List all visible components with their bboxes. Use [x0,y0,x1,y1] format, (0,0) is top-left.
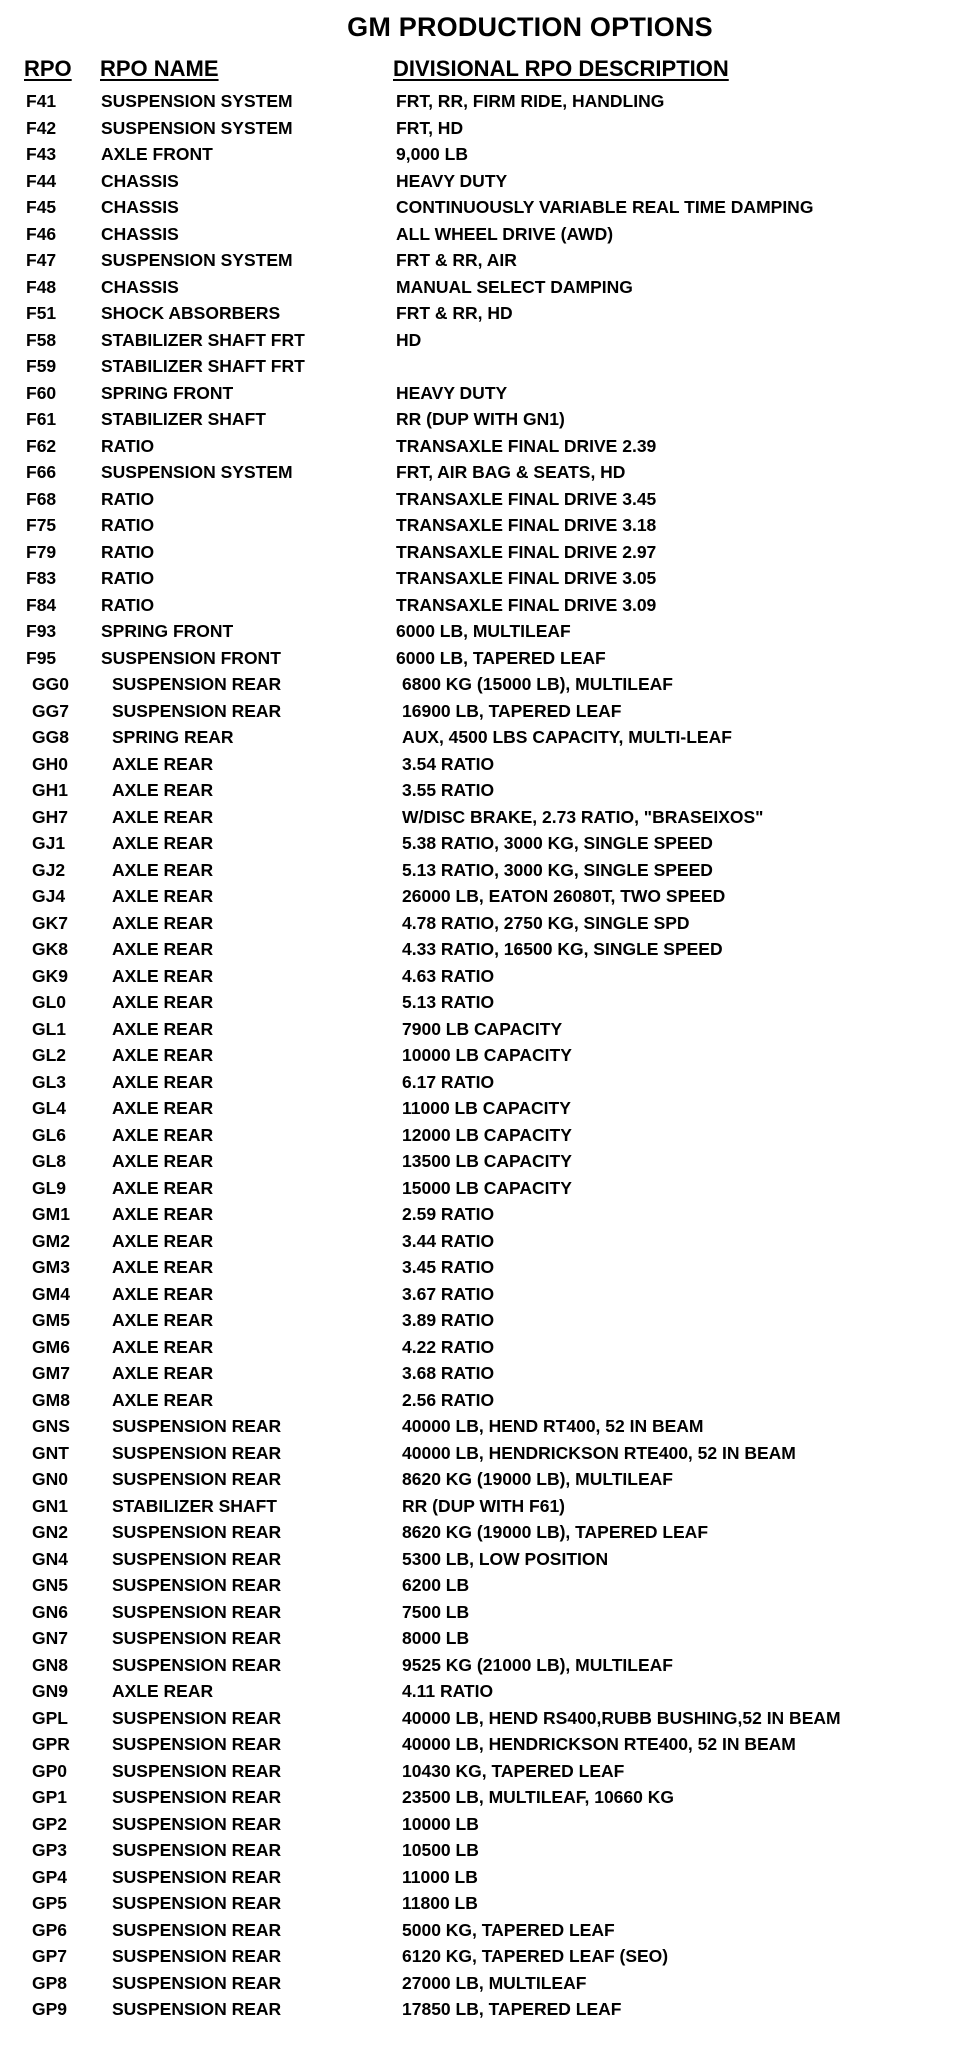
rpo-description: TRANSAXLE FINAL DRIVE 3.18 [396,515,657,535]
rpo-name: SUSPENSION REAR [112,1548,282,1569]
rpo-code: GP5 [32,1893,68,1913]
option-row [0,1678,960,1705]
rpo-name: SUSPENSION SYSTEM [101,462,293,482]
rpo-code: GK8 [32,939,68,959]
option-row [0,936,960,963]
column-header-row [0,56,960,86]
rpo-code: GNS [32,1416,70,1436]
rpo-code: GG7 [32,700,69,721]
rpo-description: TRANSAXLE FINAL DRIVE 2.97 [396,541,657,562]
rpo-name: SUSPENSION REAR [112,1893,282,1913]
rpo-description: 5300 LB, LOW POSITION [402,1548,609,1569]
rpo-code: GPR [32,1734,70,1754]
rpo-description: 7500 LB [402,1601,470,1622]
rpo-description: 6120 KG, TAPERED LEAF (SEO) [402,1946,669,1966]
option-row [0,247,960,274]
column-header-rpo-name: RPO NAME [100,56,219,81]
rpo-description: TRANSAXLE FINAL DRIVE 3.09 [396,594,657,615]
rpo-code: GJ2 [32,859,66,880]
rpo-code: GL1 [32,1018,67,1039]
option-row [0,1996,960,2023]
option-row [0,751,960,778]
rpo-code: GM4 [32,1283,70,1304]
rpo-description: 6000 LB, TAPERED LEAF [396,647,606,668]
rpo-code: GM3 [32,1257,70,1277]
rpo-code: GP2 [32,1813,68,1834]
option-row [0,459,960,486]
rpo-name: AXLE REAR [112,965,214,986]
rpo-code: GP4 [32,1866,68,1887]
rpo-code: GH0 [32,753,68,774]
rpo-description: 5.13 RATIO, 3000 KG, SINGLE SPEED [402,859,713,880]
rpo-name: CHASSIS [101,170,179,191]
rpo-code: GP0 [32,1760,68,1781]
rpo-description: 10000 LB CAPACITY [402,1045,572,1065]
rpo-code: GJ1 [32,833,66,853]
option-row [0,1943,960,1970]
rpo-code: GL6 [32,1124,67,1145]
rpo-description: 3.55 RATIO [402,780,495,800]
option-row [0,1625,960,1652]
rpo-name: SUSPENSION REAR [112,674,282,694]
rpo-name: AXLE REAR [112,1177,214,1198]
rpo-code: GH7 [32,806,68,827]
rpo-name: SUSPENSION REAR [112,1919,282,1940]
option-row [0,883,960,910]
option-row [0,1731,960,1758]
column-header-description: DIVISIONAL RPO DESCRIPTION [393,56,729,81]
option-row [0,433,960,460]
rpo-description: 8620 KG (19000 LB), TAPERED LEAF [402,1522,709,1542]
rpo-name: SUSPENSION REAR [112,1654,282,1675]
rpo-description: 5.38 RATIO, 3000 KG, SINGLE SPEED [402,833,713,853]
option-row [0,327,960,354]
rpo-description: 23500 LB, MULTILEAF, 10660 KG [402,1787,674,1807]
rpo-description: 27000 LB, MULTILEAF [402,1972,587,1993]
rpo-code: F93 [26,621,57,641]
rpo-name: SUSPENSION REAR [112,1999,282,2019]
rpo-name: SUSPENSION REAR [112,1787,282,1807]
rpo-description: 16900 LB, TAPERED LEAF [402,700,622,721]
rpo-code: F61 [26,409,57,429]
rpo-description: 12000 LB CAPACITY [402,1124,572,1145]
document-title: GM PRODUCTION OPTIONS [347,12,713,42]
rpo-name: SUSPENSION REAR [112,1760,282,1781]
rpo-description: 13500 LB CAPACITY [402,1151,572,1171]
rpo-description: 11000 LB CAPACITY [402,1098,571,1118]
rpo-name: SPRING REAR [112,727,234,747]
rpo-name: SUSPENSION REAR [112,700,282,721]
rpo-description: RR (DUP WITH F61) [402,1495,566,1516]
option-row [0,1201,960,1228]
rpo-description: AUX, 4500 LBS CAPACITY, MULTI-LEAF [402,727,732,747]
rpo-name: AXLE REAR [112,859,214,880]
option-row [0,1864,960,1891]
option-row [0,963,960,990]
rpo-description: 6200 LB [402,1575,470,1595]
rpo-description: 40000 LB, HEND RS400,RUBB BUSHING,52 IN BEAM [402,1707,841,1728]
rpo-code: GM5 [32,1310,70,1330]
rpo-code: F41 [26,91,57,111]
option-row [0,698,960,725]
rpo-description: TRANSAXLE FINAL DRIVE 3.45 [396,488,657,509]
rpo-code: F60 [26,382,57,403]
option-row [0,1970,960,1997]
option-row [0,353,960,380]
rpo-code: GP7 [32,1946,68,1966]
rpo-description: CONTINUOUSLY VARIABLE REAL TIME DAMPING [396,197,814,217]
rpo-description: FRT & RR, HD [396,303,513,323]
rpo-name: AXLE REAR [112,1257,214,1277]
rpo-name: SUSPENSION REAR [112,1601,282,1622]
rpo-code: GN6 [32,1601,68,1622]
rpo-name: RATIO [101,488,155,509]
rpo-code: F58 [26,329,57,350]
rpo-description: FRT, AIR BAG & SEATS, HD [396,462,626,482]
rpo-description: 10430 KG, TAPERED LEAF [402,1760,625,1781]
rpo-description: 10000 LB [402,1813,479,1834]
option-row [0,1148,960,1175]
rpo-code: F48 [26,276,57,297]
rpo-name: AXLE REAR [112,1018,214,1039]
option-row [0,88,960,115]
option-row [0,1837,960,1864]
rpo-code: F75 [26,515,57,535]
rpo-code: GL3 [32,1071,67,1092]
rpo-name: AXLE REAR [112,806,214,827]
rpo-description: 40000 LB, HEND RT400, 52 IN BEAM [402,1416,704,1436]
rpo-description: ALL WHEEL DRIVE (AWD) [396,223,614,244]
rpo-name: AXLE REAR [112,833,214,853]
option-row [0,1652,960,1679]
rpo-name: RATIO [101,435,155,456]
rpo-code: GJ4 [32,886,66,906]
option-row [0,1254,960,1281]
rpo-name: SHOCK ABSORBERS [101,303,281,323]
rpo-code: GP6 [32,1919,68,1940]
rpo-code: GP8 [32,1972,68,1993]
rpo-description: 6.17 RATIO [402,1071,495,1092]
rpo-name: STABILIZER SHAFT [101,409,266,429]
rpo-name: SUSPENSION REAR [112,1442,282,1463]
rpo-code: GM1 [32,1204,70,1224]
option-row [0,1546,960,1573]
rpo-description: TRANSAXLE FINAL DRIVE 3.05 [396,568,657,588]
rpo-name: AXLE REAR [112,1283,214,1304]
rpo-description: 9,000 LB [396,144,468,164]
option-row [0,1016,960,1043]
rpo-description: 7900 LB CAPACITY [402,1018,563,1039]
rpo-description: 17850 LB, TAPERED LEAF [402,1999,622,2019]
rpo-description: MANUAL SELECT DAMPING [396,276,633,297]
rpo-code: GN2 [32,1522,68,1542]
option-row [0,1175,960,1202]
rpo-description: 40000 LB, HENDRICKSON RTE400, 52 IN BEAM [402,1442,796,1463]
rpo-description: 3.67 RATIO [402,1283,495,1304]
rpo-code: GN0 [32,1469,68,1489]
option-row [0,115,960,142]
rpo-name: SUSPENSION REAR [112,1813,282,1834]
option-row [0,1042,960,1069]
rpo-name: SUSPENSION SYSTEM [101,250,293,270]
rpo-description: RR (DUP WITH GN1) [396,409,565,429]
option-row [0,512,960,539]
rpo-code: GN5 [32,1575,68,1595]
option-row [0,1519,960,1546]
rpo-name: AXLE REAR [112,753,214,774]
rpo-name: AXLE REAR [112,780,214,800]
option-row [0,830,960,857]
rpo-code: GN8 [32,1654,68,1675]
rpo-name: RATIO [101,568,155,588]
rpo-code: GK9 [32,965,68,986]
rpo-code: F66 [26,462,57,482]
rpo-code: F62 [26,435,57,456]
rpo-name: SUSPENSION REAR [112,1628,282,1648]
rpo-code: GL8 [32,1151,67,1171]
rpo-code: F68 [26,488,57,509]
rpo-description: 5000 KG, TAPERED LEAF [402,1919,615,1940]
rpo-name: AXLE REAR [112,1681,214,1701]
column-header-rpo: RPO [24,56,72,81]
option-row [0,1095,960,1122]
rpo-name: AXLE REAR [112,1045,214,1065]
rpo-description: 15000 LB CAPACITY [402,1177,572,1198]
rpo-name: SUSPENSION REAR [112,1469,282,1489]
rpo-name: AXLE REAR [112,1310,214,1330]
option-row [0,300,960,327]
rpo-name: SPRING FRONT [101,621,234,641]
rpo-code: GNT [32,1442,69,1463]
rpo-name: SUSPENSION REAR [112,1734,282,1754]
rpo-description: 3.45 RATIO [402,1257,495,1277]
rpo-code: GP1 [32,1787,68,1807]
option-row [0,1705,960,1732]
rpo-code: GL2 [32,1045,67,1065]
option-row [0,1890,960,1917]
rpo-description: 4.22 RATIO [402,1336,495,1357]
option-row [0,486,960,513]
rpo-description: FRT, RR, FIRM RIDE, HANDLING [396,91,665,111]
rpo-code: GL0 [32,992,67,1012]
rpo-code: F47 [26,250,57,270]
rpo-name: STABILIZER SHAFT FRT [101,329,305,350]
option-row [0,194,960,221]
option-row [0,1281,960,1308]
rpo-name: AXLE REAR [112,939,214,959]
rpo-code: F46 [26,223,57,244]
rpo-name: AXLE REAR [112,1230,214,1251]
rpo-description: 26000 LB, EATON 26080T, TWO SPEED [402,886,726,906]
option-row [0,671,960,698]
option-row [0,910,960,937]
rpo-description: 4.11 RATIO [402,1681,494,1701]
rpo-description: 9525 KG (21000 LB), MULTILEAF [402,1654,673,1675]
rpo-name: SUSPENSION REAR [112,1840,282,1860]
rpo-description: 4.33 RATIO, 16500 KG, SINGLE SPEED [402,939,723,959]
option-row [0,1599,960,1626]
option-row [0,857,960,884]
rpo-name: AXLE REAR [112,886,214,906]
option-row [0,1122,960,1149]
option-row [0,1466,960,1493]
rpo-name: AXLE REAR [112,1336,214,1357]
rpo-name: SUSPENSION FRONT [101,647,281,668]
rpo-code: F95 [26,647,57,668]
rpo-code: GPL [32,1707,68,1728]
option-row [0,1572,960,1599]
rpo-name: CHASSIS [101,223,179,244]
option-row [0,1360,960,1387]
rpo-code: GL9 [32,1177,67,1198]
rpo-code: GL4 [32,1098,67,1118]
rpo-name: RATIO [101,594,155,615]
option-row [0,1307,960,1334]
rpo-code: GM7 [32,1363,70,1383]
rpo-name: SUSPENSION REAR [112,1416,282,1436]
rpo-name: AXLE REAR [112,1363,214,1383]
rpo-name: RATIO [101,541,155,562]
rpo-description: 3.68 RATIO [402,1363,495,1383]
rpo-code: GK7 [32,912,68,933]
option-row [0,989,960,1016]
option-row [0,141,960,168]
rpo-description: 2.59 RATIO [402,1204,495,1224]
rpo-code: F45 [26,197,57,217]
option-row [0,645,960,672]
rpo-code: F44 [26,170,57,191]
rpo-name: SUSPENSION REAR [112,1707,282,1728]
rpo-code: GM2 [32,1230,70,1251]
rpo-code: GN4 [32,1548,68,1569]
rpo-code: GM8 [32,1389,70,1410]
option-row [0,1069,960,1096]
rpo-code: GM6 [32,1336,70,1357]
rpo-name: STABILIZER SHAFT [112,1495,277,1516]
rpo-code: F59 [26,356,57,376]
rpo-name: AXLE REAR [112,1071,214,1092]
rpo-description: 11000 LB [402,1866,478,1887]
option-row [0,804,960,831]
rpo-code: GH1 [32,780,68,800]
option-row [0,1334,960,1361]
option-row [0,565,960,592]
option-row [0,539,960,566]
rpo-code: GG8 [32,727,69,747]
rpo-description: 3.44 RATIO [402,1230,495,1251]
option-row [0,1811,960,1838]
rpo-name: SUSPENSION REAR [112,1972,282,1993]
rpo-code: F42 [26,117,57,138]
rpo-code: F51 [26,303,57,323]
rpo-code: GG0 [32,674,69,694]
rpo-description: 8620 KG (19000 LB), MULTILEAF [402,1469,673,1489]
rpo-description: FRT & RR, AIR [396,250,517,270]
rpo-name: CHASSIS [101,276,179,297]
rpo-description: 3.89 RATIO [402,1310,495,1330]
rpo-name: SPRING FRONT [101,382,234,403]
rpo-description: 2.56 RATIO [402,1389,495,1410]
option-row [0,724,960,751]
option-row [0,777,960,804]
rpo-code: GN9 [32,1681,68,1701]
rpo-code: F83 [26,568,57,588]
option-row [0,274,960,301]
rpo-name: AXLE REAR [112,992,214,1012]
rpo-name: AXLE REAR [112,1124,214,1145]
rpo-description: 6000 LB, MULTILEAF [396,621,571,641]
rpo-name: AXLE REAR [112,912,214,933]
option-row [0,1758,960,1785]
option-row [0,1228,960,1255]
rpo-name: AXLE REAR [112,1389,214,1410]
rpo-description: HEAVY DUTY [396,382,508,403]
rpo-description: 10500 LB [402,1840,479,1860]
rpo-name: SUSPENSION REAR [112,1946,282,1966]
rpo-name: AXLE FRONT [101,144,213,164]
rpo-name: SUSPENSION REAR [112,1522,282,1542]
option-row [0,1387,960,1414]
option-row [0,1917,960,1944]
rpo-description: HEAVY DUTY [396,170,508,191]
option-row [0,1493,960,1520]
rpo-code: GP9 [32,1999,68,2019]
rpo-code: F84 [26,594,57,615]
rpo-name: STABILIZER SHAFT FRT [101,356,305,376]
rpo-description: FRT, HD [396,117,464,138]
rpo-name: SUSPENSION REAR [112,1866,282,1887]
rpo-name: RATIO [101,515,155,535]
option-row [0,168,960,195]
option-row [0,380,960,407]
rpo-description: W/DISC BRAKE, 2.73 RATIO, "BRASEIXOS" [402,806,764,827]
option-row [0,221,960,248]
rpo-description: 40000 LB, HENDRICKSON RTE400, 52 IN BEAM [402,1734,796,1754]
rpo-description: 8000 LB [402,1628,470,1648]
rpo-description: 11800 LB [402,1893,478,1913]
rpo-code: GN7 [32,1628,68,1648]
rpo-description: 4.78 RATIO, 2750 KG, SINGLE SPD [402,912,690,933]
option-row [0,618,960,645]
rpo-name: SUSPENSION REAR [112,1575,282,1595]
rpo-code: F79 [26,541,57,562]
rpo-name: AXLE REAR [112,1098,214,1118]
rpo-description: TRANSAXLE FINAL DRIVE 2.39 [396,435,657,456]
rpo-name: SUSPENSION SYSTEM [101,91,293,111]
rpo-name: AXLE REAR [112,1204,214,1224]
option-row [0,406,960,433]
rpo-description: 3.54 RATIO [402,753,495,774]
rpo-name: AXLE REAR [112,1151,214,1171]
option-row [0,1413,960,1440]
option-row [0,1784,960,1811]
rpo-code: GN1 [32,1495,68,1516]
rpo-name: CHASSIS [101,197,179,217]
rpo-name: SUSPENSION SYSTEM [101,117,293,138]
options-list [0,88,960,2023]
rpo-description: 5.13 RATIO [402,992,495,1012]
option-row [0,1440,960,1467]
option-row [0,592,960,619]
rpo-code: GP3 [32,1840,68,1860]
rpo-description: 6800 KG (15000 LB), MULTILEAF [402,674,673,694]
rpo-description: HD [396,329,422,350]
rpo-code: F43 [26,144,57,164]
rpo-description: 4.63 RATIO [402,965,495,986]
